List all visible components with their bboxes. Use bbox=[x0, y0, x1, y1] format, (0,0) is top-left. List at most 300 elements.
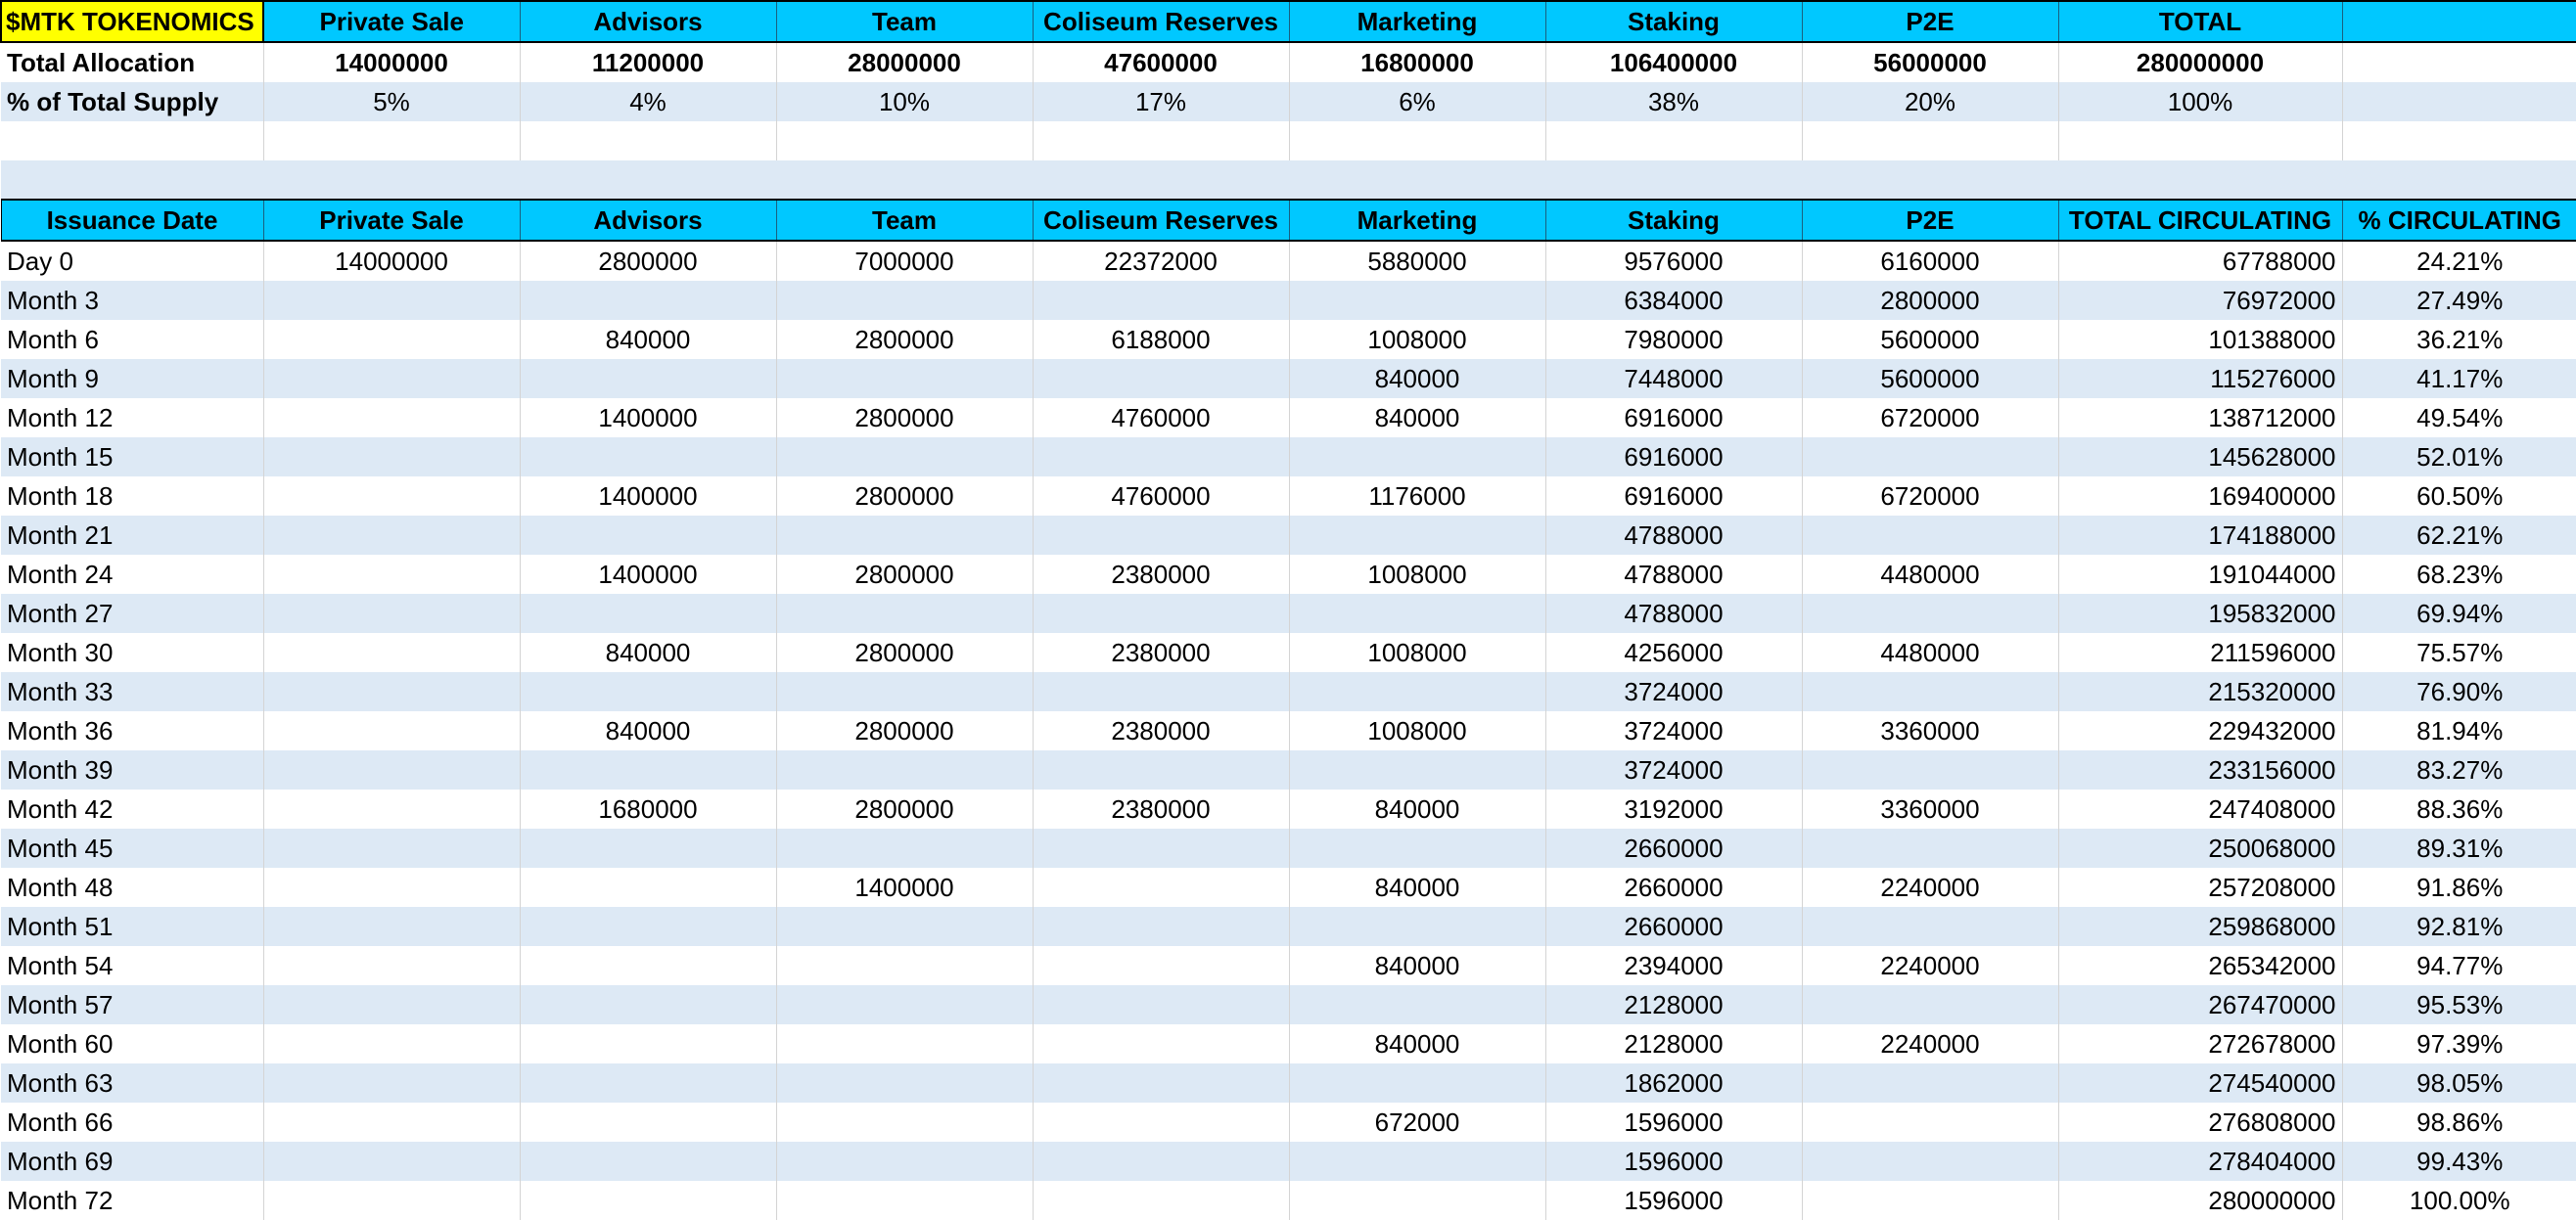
total-allocation-advisors[interactable]: 11200000 bbox=[520, 42, 776, 82]
issuance-cell-percent-circulating[interactable]: 24.21% bbox=[2342, 241, 2576, 281]
issuance-cell-team[interactable] bbox=[776, 1024, 1033, 1063]
issuance-cell-date[interactable]: Month 39 bbox=[1, 750, 263, 790]
issuance-cell-staking[interactable]: 2128000 bbox=[1545, 1024, 1802, 1063]
issuance-cell-staking[interactable]: 2660000 bbox=[1545, 829, 1802, 868]
issuance-cell-total-circulating[interactable]: 233156000 bbox=[2058, 750, 2342, 790]
issuance-cell-total-circulating[interactable]: 215320000 bbox=[2058, 672, 2342, 711]
issuance-cell-team[interactable] bbox=[776, 907, 1033, 946]
issuance-cell-private-sale[interactable] bbox=[263, 398, 520, 437]
issuance-cell-private-sale[interactable] bbox=[263, 516, 520, 555]
issuance-cell-total-circulating[interactable]: 169400000 bbox=[2058, 476, 2342, 516]
alloc-header-p2e[interactable]: P2E bbox=[1802, 1, 2058, 42]
issuance-cell-coliseum-reserves[interactable] bbox=[1033, 985, 1289, 1024]
issuance-cell-staking[interactable]: 3724000 bbox=[1545, 750, 1802, 790]
issuance-cell-private-sale[interactable] bbox=[263, 1024, 520, 1063]
issuance-cell-coliseum-reserves[interactable] bbox=[1033, 516, 1289, 555]
issuance-cell-total-circulating[interactable]: 278404000 bbox=[2058, 1142, 2342, 1181]
issuance-cell-total-circulating[interactable]: 276808000 bbox=[2058, 1103, 2342, 1142]
issuance-cell-marketing[interactable] bbox=[1289, 437, 1545, 476]
issuance-cell-date[interactable]: Day 0 bbox=[1, 241, 263, 281]
issuance-cell-private-sale[interactable] bbox=[263, 946, 520, 985]
issuance-cell-percent-circulating[interactable]: 83.27% bbox=[2342, 750, 2576, 790]
alloc-header-total[interactable]: TOTAL bbox=[2058, 1, 2342, 42]
issuance-cell-percent-circulating[interactable]: 60.50% bbox=[2342, 476, 2576, 516]
issuance-cell-percent-circulating[interactable]: 91.86% bbox=[2342, 868, 2576, 907]
issuance-cell-percent-circulating[interactable]: 95.53% bbox=[2342, 985, 2576, 1024]
issuance-cell-total-circulating[interactable]: 229432000 bbox=[2058, 711, 2342, 750]
issuance-cell-p2e[interactable] bbox=[1802, 1142, 2058, 1181]
issuance-cell-team[interactable] bbox=[776, 750, 1033, 790]
percent-supply-staking[interactable]: 38% bbox=[1545, 82, 1802, 121]
empty-cell[interactable] bbox=[1, 121, 263, 160]
issuance-cell-date[interactable]: Month 30 bbox=[1, 633, 263, 672]
issuance-cell-p2e[interactable]: 5600000 bbox=[1802, 320, 2058, 359]
alloc-header-marketing[interactable]: Marketing bbox=[1289, 1, 1545, 42]
issuance-cell-p2e[interactable]: 3360000 bbox=[1802, 790, 2058, 829]
issuance-cell-team[interactable] bbox=[776, 1181, 1033, 1220]
issuance-cell-percent-circulating[interactable]: 76.90% bbox=[2342, 672, 2576, 711]
issuance-cell-coliseum-reserves[interactable] bbox=[1033, 946, 1289, 985]
issuance-cell-percent-circulating[interactable]: 69.94% bbox=[2342, 594, 2576, 633]
issuance-cell-percent-circulating[interactable]: 27.49% bbox=[2342, 281, 2576, 320]
issuance-cell-p2e[interactable]: 6160000 bbox=[1802, 241, 2058, 281]
issuance-cell-marketing[interactable] bbox=[1289, 907, 1545, 946]
issuance-cell-coliseum-reserves[interactable] bbox=[1033, 868, 1289, 907]
issuance-header-team[interactable]: Team bbox=[776, 200, 1033, 241]
issuance-cell-staking[interactable]: 7448000 bbox=[1545, 359, 1802, 398]
empty-cell[interactable] bbox=[2058, 121, 2342, 160]
issuance-cell-percent-circulating[interactable]: 98.05% bbox=[2342, 1063, 2576, 1103]
issuance-cell-advisors[interactable] bbox=[520, 946, 776, 985]
issuance-cell-advisors[interactable] bbox=[520, 985, 776, 1024]
issuance-cell-coliseum-reserves[interactable] bbox=[1033, 437, 1289, 476]
issuance-cell-advisors[interactable]: 2800000 bbox=[520, 241, 776, 281]
total-allocation-team[interactable]: 28000000 bbox=[776, 42, 1033, 82]
issuance-cell-marketing[interactable] bbox=[1289, 281, 1545, 320]
issuance-cell-staking[interactable]: 2128000 bbox=[1545, 985, 1802, 1024]
issuance-cell-total-circulating[interactable]: 272678000 bbox=[2058, 1024, 2342, 1063]
issuance-cell-advisors[interactable] bbox=[520, 1142, 776, 1181]
issuance-cell-date[interactable]: Month 18 bbox=[1, 476, 263, 516]
empty-cell[interactable] bbox=[1545, 121, 1802, 160]
issuance-cell-advisors[interactable]: 1400000 bbox=[520, 555, 776, 594]
issuance-cell-date[interactable]: Month 57 bbox=[1, 985, 263, 1024]
issuance-cell-team[interactable] bbox=[776, 985, 1033, 1024]
empty-cell[interactable] bbox=[776, 121, 1033, 160]
issuance-cell-percent-circulating[interactable]: 94.77% bbox=[2342, 946, 2576, 985]
issuance-header-date[interactable]: Issuance Date bbox=[1, 200, 263, 241]
issuance-cell-p2e[interactable] bbox=[1802, 829, 2058, 868]
issuance-cell-advisors[interactable]: 840000 bbox=[520, 711, 776, 750]
issuance-cell-coliseum-reserves[interactable] bbox=[1033, 359, 1289, 398]
issuance-cell-coliseum-reserves[interactable]: 6188000 bbox=[1033, 320, 1289, 359]
issuance-cell-percent-circulating[interactable]: 62.21% bbox=[2342, 516, 2576, 555]
issuance-cell-team[interactable] bbox=[776, 946, 1033, 985]
empty-cell[interactable] bbox=[1289, 121, 1545, 160]
issuance-cell-private-sale[interactable] bbox=[263, 281, 520, 320]
issuance-cell-date[interactable]: Month 63 bbox=[1, 1063, 263, 1103]
alloc-header-advisors[interactable]: Advisors bbox=[520, 1, 776, 42]
issuance-cell-private-sale[interactable] bbox=[263, 907, 520, 946]
issuance-cell-team[interactable] bbox=[776, 281, 1033, 320]
issuance-cell-private-sale[interactable] bbox=[263, 750, 520, 790]
issuance-cell-private-sale[interactable] bbox=[263, 1181, 520, 1220]
issuance-cell-staking[interactable]: 3724000 bbox=[1545, 711, 1802, 750]
empty-cell[interactable] bbox=[520, 121, 776, 160]
issuance-cell-private-sale[interactable] bbox=[263, 672, 520, 711]
issuance-cell-percent-circulating[interactable]: 92.81% bbox=[2342, 907, 2576, 946]
issuance-cell-staking[interactable]: 3724000 bbox=[1545, 672, 1802, 711]
issuance-cell-p2e[interactable] bbox=[1802, 594, 2058, 633]
issuance-cell-advisors[interactable]: 840000 bbox=[520, 320, 776, 359]
issuance-cell-team[interactable] bbox=[776, 829, 1033, 868]
issuance-cell-percent-circulating[interactable]: 100.00% bbox=[2342, 1181, 2576, 1220]
issuance-cell-private-sale[interactable] bbox=[263, 320, 520, 359]
total-allocation-marketing[interactable]: 16800000 bbox=[1289, 42, 1545, 82]
issuance-cell-team[interactable] bbox=[776, 672, 1033, 711]
issuance-cell-date[interactable]: Month 54 bbox=[1, 946, 263, 985]
issuance-cell-date[interactable]: Month 51 bbox=[1, 907, 263, 946]
issuance-cell-p2e[interactable]: 2800000 bbox=[1802, 281, 2058, 320]
issuance-cell-date[interactable]: Month 60 bbox=[1, 1024, 263, 1063]
issuance-cell-staking[interactable]: 6916000 bbox=[1545, 437, 1802, 476]
issuance-cell-private-sale[interactable]: 14000000 bbox=[263, 241, 520, 281]
issuance-cell-total-circulating[interactable]: 67788000 bbox=[2058, 241, 2342, 281]
issuance-cell-team[interactable]: 2800000 bbox=[776, 555, 1033, 594]
issuance-cell-coliseum-reserves[interactable] bbox=[1033, 907, 1289, 946]
issuance-cell-date[interactable]: Month 21 bbox=[1, 516, 263, 555]
issuance-cell-p2e[interactable]: 2240000 bbox=[1802, 946, 2058, 985]
issuance-cell-coliseum-reserves[interactable] bbox=[1033, 1181, 1289, 1220]
issuance-cell-team[interactable] bbox=[776, 359, 1033, 398]
issuance-cell-p2e[interactable]: 2240000 bbox=[1802, 1024, 2058, 1063]
issuance-cell-date[interactable]: Month 24 bbox=[1, 555, 263, 594]
issuance-cell-staking[interactable]: 1862000 bbox=[1545, 1063, 1802, 1103]
issuance-cell-staking[interactable]: 4788000 bbox=[1545, 555, 1802, 594]
issuance-cell-private-sale[interactable] bbox=[263, 1103, 520, 1142]
issuance-cell-total-circulating[interactable]: 145628000 bbox=[2058, 437, 2342, 476]
issuance-cell-team[interactable] bbox=[776, 1103, 1033, 1142]
issuance-cell-p2e[interactable]: 6720000 bbox=[1802, 476, 2058, 516]
issuance-cell-marketing[interactable]: 1176000 bbox=[1289, 476, 1545, 516]
total-allocation-private-sale[interactable]: 14000000 bbox=[263, 42, 520, 82]
issuance-cell-advisors[interactable] bbox=[520, 1103, 776, 1142]
issuance-cell-percent-circulating[interactable]: 68.23% bbox=[2342, 555, 2576, 594]
percent-supply-team[interactable]: 10% bbox=[776, 82, 1033, 121]
issuance-cell-percent-circulating[interactable]: 99.43% bbox=[2342, 1142, 2576, 1181]
issuance-cell-private-sale[interactable] bbox=[263, 711, 520, 750]
empty-cell[interactable] bbox=[1545, 160, 1802, 200]
issuance-cell-staking[interactable]: 1596000 bbox=[1545, 1142, 1802, 1181]
issuance-cell-private-sale[interactable] bbox=[263, 359, 520, 398]
issuance-cell-p2e[interactable]: 4480000 bbox=[1802, 555, 2058, 594]
issuance-cell-staking[interactable]: 6384000 bbox=[1545, 281, 1802, 320]
issuance-cell-p2e[interactable] bbox=[1802, 437, 2058, 476]
issuance-cell-p2e[interactable] bbox=[1802, 1063, 2058, 1103]
empty-cell[interactable] bbox=[1033, 121, 1289, 160]
issuance-cell-date[interactable]: Month 15 bbox=[1, 437, 263, 476]
issuance-cell-marketing[interactable]: 1008000 bbox=[1289, 320, 1545, 359]
total-allocation-total[interactable]: 280000000 bbox=[2058, 42, 2342, 82]
issuance-cell-coliseum-reserves[interactable]: 2380000 bbox=[1033, 555, 1289, 594]
issuance-cell-date[interactable]: Month 48 bbox=[1, 868, 263, 907]
issuance-cell-marketing[interactable] bbox=[1289, 985, 1545, 1024]
issuance-cell-p2e[interactable] bbox=[1802, 516, 2058, 555]
issuance-cell-advisors[interactable] bbox=[520, 1063, 776, 1103]
percent-supply-p2e[interactable]: 20% bbox=[1802, 82, 2058, 121]
issuance-cell-total-circulating[interactable]: 195832000 bbox=[2058, 594, 2342, 633]
total-allocation-p2e[interactable]: 56000000 bbox=[1802, 42, 2058, 82]
issuance-header-staking[interactable]: Staking bbox=[1545, 200, 1802, 241]
issuance-cell-marketing[interactable]: 840000 bbox=[1289, 946, 1545, 985]
issuance-cell-private-sale[interactable] bbox=[263, 633, 520, 672]
total-allocation-label[interactable]: Total Allocation bbox=[1, 42, 263, 82]
issuance-cell-coliseum-reserves[interactable] bbox=[1033, 750, 1289, 790]
empty-cell[interactable] bbox=[1802, 160, 2058, 200]
issuance-cell-marketing[interactable]: 1008000 bbox=[1289, 711, 1545, 750]
issuance-cell-total-circulating[interactable]: 259868000 bbox=[2058, 907, 2342, 946]
total-allocation-coliseum-reserves[interactable]: 47600000 bbox=[1033, 42, 1289, 82]
issuance-cell-percent-circulating[interactable]: 97.39% bbox=[2342, 1024, 2576, 1063]
issuance-cell-total-circulating[interactable]: 76972000 bbox=[2058, 281, 2342, 320]
issuance-cell-advisors[interactable] bbox=[520, 437, 776, 476]
issuance-cell-staking[interactable]: 4256000 bbox=[1545, 633, 1802, 672]
empty-cell[interactable] bbox=[1802, 121, 2058, 160]
issuance-cell-private-sale[interactable] bbox=[263, 985, 520, 1024]
issuance-cell-percent-circulating[interactable]: 52.01% bbox=[2342, 437, 2576, 476]
issuance-cell-p2e[interactable] bbox=[1802, 1181, 2058, 1220]
issuance-cell-advisors[interactable] bbox=[520, 750, 776, 790]
issuance-cell-total-circulating[interactable]: 247408000 bbox=[2058, 790, 2342, 829]
issuance-cell-advisors[interactable] bbox=[520, 594, 776, 633]
issuance-cell-advisors[interactable] bbox=[520, 868, 776, 907]
empty-cell[interactable] bbox=[1289, 160, 1545, 200]
issuance-cell-total-circulating[interactable]: 138712000 bbox=[2058, 398, 2342, 437]
issuance-cell-private-sale[interactable] bbox=[263, 437, 520, 476]
issuance-cell-marketing[interactable] bbox=[1289, 750, 1545, 790]
issuance-cell-total-circulating[interactable]: 265342000 bbox=[2058, 946, 2342, 985]
issuance-cell-total-circulating[interactable]: 280000000 bbox=[2058, 1181, 2342, 1220]
issuance-cell-total-circulating[interactable]: 267470000 bbox=[2058, 985, 2342, 1024]
issuance-cell-p2e[interactable] bbox=[1802, 750, 2058, 790]
issuance-cell-percent-circulating[interactable]: 89.31% bbox=[2342, 829, 2576, 868]
issuance-cell-private-sale[interactable] bbox=[263, 868, 520, 907]
issuance-cell-p2e[interactable]: 3360000 bbox=[1802, 711, 2058, 750]
issuance-cell-marketing[interactable] bbox=[1289, 594, 1545, 633]
percent-supply-marketing[interactable]: 6% bbox=[1289, 82, 1545, 121]
issuance-cell-date[interactable]: Month 72 bbox=[1, 1181, 263, 1220]
empty-cell[interactable] bbox=[2342, 160, 2576, 200]
issuance-cell-advisors[interactable] bbox=[520, 1024, 776, 1063]
issuance-cell-advisors[interactable]: 1680000 bbox=[520, 790, 776, 829]
empty-cell[interactable] bbox=[776, 160, 1033, 200]
alloc-header-private-sale[interactable]: Private Sale bbox=[263, 1, 520, 42]
issuance-cell-percent-circulating[interactable]: 41.17% bbox=[2342, 359, 2576, 398]
issuance-cell-coliseum-reserves[interactable]: 22372000 bbox=[1033, 241, 1289, 281]
issuance-cell-marketing[interactable]: 672000 bbox=[1289, 1103, 1545, 1142]
issuance-cell-team[interactable]: 7000000 bbox=[776, 241, 1033, 281]
issuance-cell-date[interactable]: Month 36 bbox=[1, 711, 263, 750]
alloc-header-team[interactable]: Team bbox=[776, 1, 1033, 42]
empty-cell[interactable] bbox=[520, 160, 776, 200]
issuance-cell-team[interactable] bbox=[776, 594, 1033, 633]
issuance-cell-date[interactable]: Month 3 bbox=[1, 281, 263, 320]
issuance-cell-p2e[interactable] bbox=[1802, 985, 2058, 1024]
issuance-cell-marketing[interactable]: 840000 bbox=[1289, 359, 1545, 398]
issuance-cell-date[interactable]: Month 6 bbox=[1, 320, 263, 359]
issuance-cell-percent-circulating[interactable]: 36.21% bbox=[2342, 320, 2576, 359]
sheet-title[interactable]: $MTK TOKENOMICS bbox=[1, 1, 263, 42]
issuance-cell-total-circulating[interactable]: 274540000 bbox=[2058, 1063, 2342, 1103]
issuance-cell-advisors[interactable] bbox=[520, 829, 776, 868]
percent-supply-label[interactable]: % of Total Supply bbox=[1, 82, 263, 121]
issuance-cell-marketing[interactable] bbox=[1289, 1181, 1545, 1220]
total-allocation-staking[interactable]: 106400000 bbox=[1545, 42, 1802, 82]
empty-cell[interactable] bbox=[2342, 121, 2576, 160]
issuance-cell-staking[interactable]: 2660000 bbox=[1545, 907, 1802, 946]
issuance-header-marketing[interactable]: Marketing bbox=[1289, 200, 1545, 241]
issuance-cell-coliseum-reserves[interactable]: 2380000 bbox=[1033, 790, 1289, 829]
issuance-cell-team[interactable]: 2800000 bbox=[776, 320, 1033, 359]
issuance-cell-staking[interactable]: 6916000 bbox=[1545, 476, 1802, 516]
issuance-header-total-circulating[interactable]: TOTAL CIRCULATING bbox=[2058, 200, 2342, 241]
issuance-cell-advisors[interactable] bbox=[520, 516, 776, 555]
issuance-cell-date[interactable]: Month 69 bbox=[1, 1142, 263, 1181]
issuance-header-private-sale[interactable]: Private Sale bbox=[263, 200, 520, 241]
issuance-header-percent-circulating[interactable]: % CIRCULATING bbox=[2342, 200, 2576, 241]
issuance-cell-coliseum-reserves[interactable] bbox=[1033, 1063, 1289, 1103]
issuance-cell-private-sale[interactable] bbox=[263, 476, 520, 516]
empty-cell[interactable] bbox=[2342, 42, 2576, 82]
issuance-cell-marketing[interactable]: 840000 bbox=[1289, 1024, 1545, 1063]
issuance-cell-coliseum-reserves[interactable]: 2380000 bbox=[1033, 711, 1289, 750]
issuance-cell-percent-circulating[interactable]: 88.36% bbox=[2342, 790, 2576, 829]
issuance-cell-coliseum-reserves[interactable] bbox=[1033, 1142, 1289, 1181]
issuance-cell-p2e[interactable]: 6720000 bbox=[1802, 398, 2058, 437]
issuance-cell-marketing[interactable] bbox=[1289, 829, 1545, 868]
issuance-cell-staking[interactable]: 9576000 bbox=[1545, 241, 1802, 281]
issuance-cell-staking[interactable]: 2394000 bbox=[1545, 946, 1802, 985]
issuance-cell-date[interactable]: Month 66 bbox=[1, 1103, 263, 1142]
empty-cell[interactable] bbox=[263, 160, 520, 200]
issuance-cell-private-sale[interactable] bbox=[263, 1142, 520, 1181]
issuance-cell-team[interactable]: 2800000 bbox=[776, 790, 1033, 829]
issuance-cell-coliseum-reserves[interactable] bbox=[1033, 672, 1289, 711]
issuance-cell-total-circulating[interactable]: 191044000 bbox=[2058, 555, 2342, 594]
issuance-cell-advisors[interactable] bbox=[520, 1181, 776, 1220]
issuance-cell-marketing[interactable]: 840000 bbox=[1289, 790, 1545, 829]
issuance-cell-date[interactable]: Month 45 bbox=[1, 829, 263, 868]
issuance-header-coliseum-reserves[interactable]: Coliseum Reserves bbox=[1033, 200, 1289, 241]
issuance-cell-date[interactable]: Month 42 bbox=[1, 790, 263, 829]
issuance-cell-marketing[interactable]: 5880000 bbox=[1289, 241, 1545, 281]
issuance-cell-total-circulating[interactable]: 174188000 bbox=[2058, 516, 2342, 555]
issuance-cell-date[interactable]: Month 27 bbox=[1, 594, 263, 633]
issuance-cell-marketing[interactable]: 840000 bbox=[1289, 398, 1545, 437]
issuance-cell-advisors[interactable] bbox=[520, 359, 776, 398]
issuance-cell-coliseum-reserves[interactable]: 4760000 bbox=[1033, 398, 1289, 437]
issuance-cell-team[interactable] bbox=[776, 1142, 1033, 1181]
issuance-cell-total-circulating[interactable]: 211596000 bbox=[2058, 633, 2342, 672]
issuance-cell-coliseum-reserves[interactable] bbox=[1033, 281, 1289, 320]
issuance-cell-advisors[interactable] bbox=[520, 281, 776, 320]
empty-cell[interactable] bbox=[1, 160, 263, 200]
issuance-cell-private-sale[interactable] bbox=[263, 829, 520, 868]
issuance-cell-date[interactable]: Month 9 bbox=[1, 359, 263, 398]
issuance-cell-advisors[interactable]: 840000 bbox=[520, 633, 776, 672]
issuance-cell-advisors[interactable]: 1400000 bbox=[520, 476, 776, 516]
issuance-cell-p2e[interactable] bbox=[1802, 1103, 2058, 1142]
issuance-cell-team[interactable]: 1400000 bbox=[776, 868, 1033, 907]
issuance-cell-team[interactable] bbox=[776, 1063, 1033, 1103]
empty-cell[interactable] bbox=[263, 121, 520, 160]
issuance-cell-marketing[interactable]: 1008000 bbox=[1289, 555, 1545, 594]
issuance-cell-total-circulating[interactable]: 250068000 bbox=[2058, 829, 2342, 868]
issuance-cell-date[interactable]: Month 12 bbox=[1, 398, 263, 437]
issuance-cell-marketing[interactable]: 1008000 bbox=[1289, 633, 1545, 672]
issuance-cell-team[interactable] bbox=[776, 437, 1033, 476]
issuance-cell-staking[interactable]: 6916000 bbox=[1545, 398, 1802, 437]
issuance-cell-team[interactable]: 2800000 bbox=[776, 711, 1033, 750]
issuance-cell-private-sale[interactable] bbox=[263, 1063, 520, 1103]
issuance-cell-staking[interactable]: 3192000 bbox=[1545, 790, 1802, 829]
issuance-cell-marketing[interactable]: 840000 bbox=[1289, 868, 1545, 907]
issuance-cell-total-circulating[interactable]: 101388000 bbox=[2058, 320, 2342, 359]
empty-cell[interactable] bbox=[2342, 82, 2576, 121]
empty-cell[interactable] bbox=[2342, 1, 2576, 42]
percent-supply-total[interactable]: 100% bbox=[2058, 82, 2342, 121]
issuance-cell-coliseum-reserves[interactable] bbox=[1033, 1103, 1289, 1142]
issuance-header-p2e[interactable]: P2E bbox=[1802, 200, 2058, 241]
issuance-cell-team[interactable] bbox=[776, 516, 1033, 555]
issuance-cell-percent-circulating[interactable]: 75.57% bbox=[2342, 633, 2576, 672]
percent-supply-coliseum-reserves[interactable]: 17% bbox=[1033, 82, 1289, 121]
issuance-cell-advisors[interactable]: 1400000 bbox=[520, 398, 776, 437]
issuance-cell-marketing[interactable] bbox=[1289, 1142, 1545, 1181]
issuance-cell-advisors[interactable] bbox=[520, 672, 776, 711]
issuance-cell-staking[interactable]: 1596000 bbox=[1545, 1103, 1802, 1142]
issuance-cell-coliseum-reserves[interactable] bbox=[1033, 1024, 1289, 1063]
issuance-cell-p2e[interactable]: 4480000 bbox=[1802, 633, 2058, 672]
issuance-cell-percent-circulating[interactable]: 49.54% bbox=[2342, 398, 2576, 437]
issuance-cell-team[interactable]: 2800000 bbox=[776, 398, 1033, 437]
issuance-cell-private-sale[interactable] bbox=[263, 555, 520, 594]
issuance-cell-date[interactable]: Month 33 bbox=[1, 672, 263, 711]
issuance-cell-coliseum-reserves[interactable] bbox=[1033, 829, 1289, 868]
issuance-header-advisors[interactable]: Advisors bbox=[520, 200, 776, 241]
alloc-header-coliseum-reserves[interactable]: Coliseum Reserves bbox=[1033, 1, 1289, 42]
issuance-cell-p2e[interactable]: 5600000 bbox=[1802, 359, 2058, 398]
issuance-cell-marketing[interactable] bbox=[1289, 516, 1545, 555]
issuance-cell-total-circulating[interactable]: 257208000 bbox=[2058, 868, 2342, 907]
issuance-cell-staking[interactable]: 4788000 bbox=[1545, 594, 1802, 633]
issuance-cell-coliseum-reserves[interactable] bbox=[1033, 594, 1289, 633]
issuance-cell-coliseum-reserves[interactable]: 2380000 bbox=[1033, 633, 1289, 672]
issuance-cell-percent-circulating[interactable]: 81.94% bbox=[2342, 711, 2576, 750]
issuance-cell-p2e[interactable] bbox=[1802, 907, 2058, 946]
issuance-cell-team[interactable]: 2800000 bbox=[776, 633, 1033, 672]
issuance-cell-staking[interactable]: 2660000 bbox=[1545, 868, 1802, 907]
issuance-cell-coliseum-reserves[interactable]: 4760000 bbox=[1033, 476, 1289, 516]
empty-cell[interactable] bbox=[2058, 160, 2342, 200]
issuance-cell-p2e[interactable]: 2240000 bbox=[1802, 868, 2058, 907]
issuance-cell-advisors[interactable] bbox=[520, 907, 776, 946]
issuance-cell-marketing[interactable] bbox=[1289, 1063, 1545, 1103]
issuance-cell-percent-circulating[interactable]: 98.86% bbox=[2342, 1103, 2576, 1142]
empty-cell[interactable] bbox=[1033, 160, 1289, 200]
issuance-cell-private-sale[interactable] bbox=[263, 594, 520, 633]
issuance-cell-staking[interactable]: 4788000 bbox=[1545, 516, 1802, 555]
